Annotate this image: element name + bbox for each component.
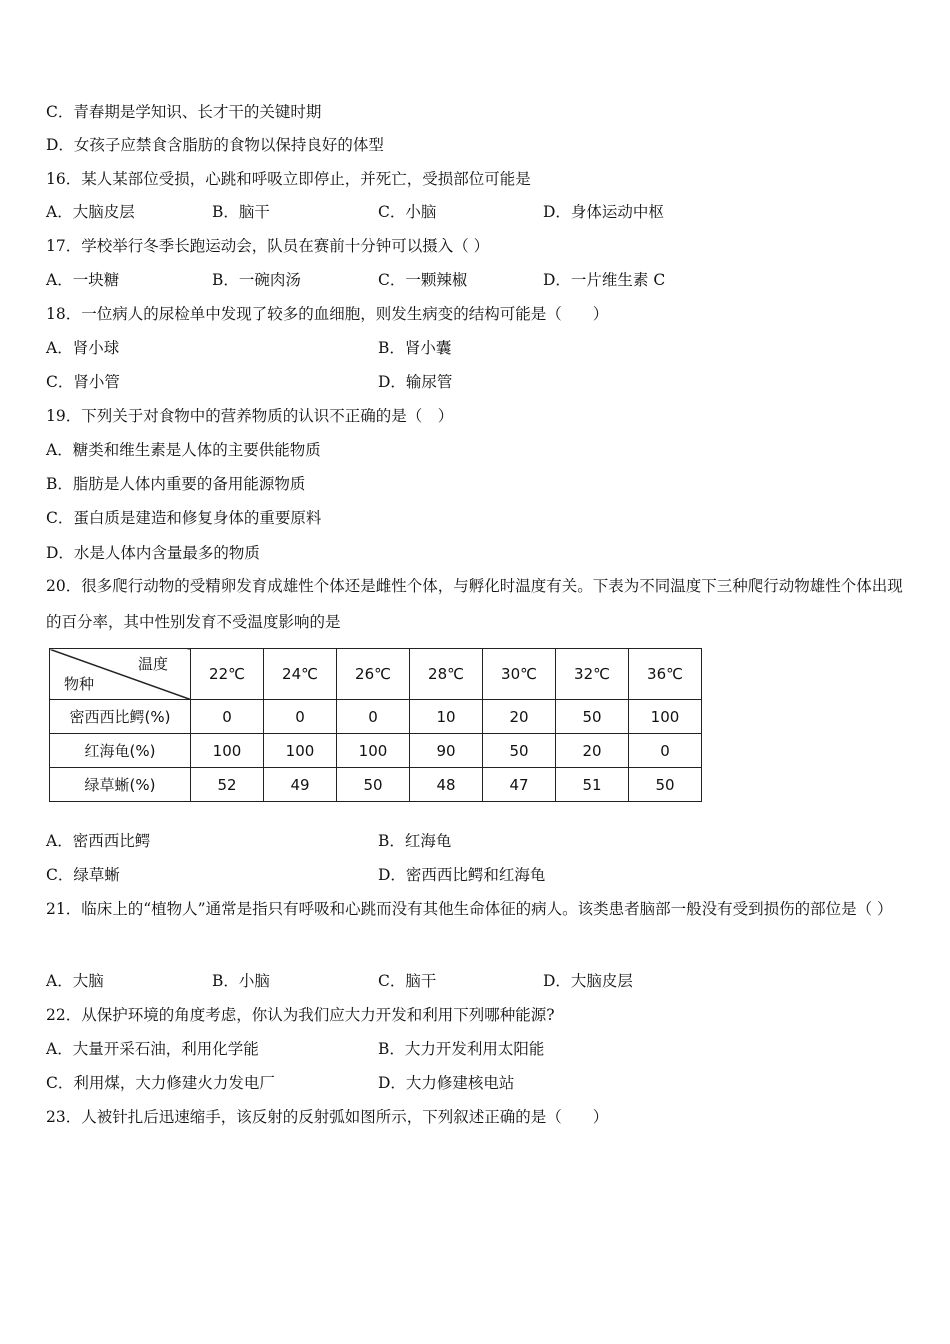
q22-option-c: C．利用煤，大力修建火力发电厂 xyxy=(46,1074,275,1092)
q16-option-d: D．身体运动中枢 xyxy=(543,203,664,221)
species-cell: 密西西比鳄(%) xyxy=(50,700,191,734)
value-cell: 0 xyxy=(629,734,702,768)
q18-option-b: B．肾小囊 xyxy=(378,339,452,357)
value-cell: 100 xyxy=(191,734,264,768)
corner-label-temperature: 温度 xyxy=(137,655,168,673)
q21-stem: 21．临床上的“植物人”通常是指只有呼吸和心跳而没有其他生命体征的病人。该类患者脑部一般没有受到损伤的部位是（ ） xyxy=(46,900,893,918)
q20-option-c: C．绿草蜥 xyxy=(46,866,120,884)
table-row xyxy=(50,734,702,768)
q16-option-c: C．小脑 xyxy=(378,203,437,221)
q19-option-a: A．糖类和维生素是人体的主要供能物质 xyxy=(46,441,321,459)
value-cell: 50 xyxy=(556,700,629,734)
value-cell: 48 xyxy=(410,768,483,802)
value-cell: 52 xyxy=(191,768,264,802)
q19-stem: 19．下列关于对食物中的营养物质的认识不正确的是（ ） xyxy=(46,407,454,425)
value-cell: 100 xyxy=(629,700,702,734)
value-cell: 100 xyxy=(337,734,410,768)
temp-header: 36℃ xyxy=(629,649,702,700)
q17-stem: 17．学校举行冬季长跑运动会，队员在赛前十分钟可以摄入（ ） xyxy=(46,237,490,255)
q19-option-c: C．蛋白质是建造和修复身体的重要原料 xyxy=(46,509,322,527)
table-corner-cell xyxy=(50,649,191,700)
q22-stem: 22．从保护环境的角度考虑，你认为我们应大力开发和利用下列哪种能源? xyxy=(46,1006,555,1024)
q16-stem: 16．某人某部位受损，心跳和呼吸立即停止，并死亡，受损部位可能是 xyxy=(46,170,531,188)
q18-stem: 18．一位病人的尿检单中发现了较多的血细胞，则发生病变的结构可能是（ ） xyxy=(46,305,609,323)
species-cell: 红海龟(%) xyxy=(50,734,191,768)
q17-option-a: A．一块糖 xyxy=(46,271,120,289)
q21-option-a: A．大脑 xyxy=(46,972,104,990)
q20-stem: 20．很多爬行动物的受精卵发育成雄性个体还是雌性个体，与孵化时温度有关。下表为不同温度下三种爬行动物雄性个体出现的百分率，其中性别发育不受温度影响的是 xyxy=(46,577,903,631)
table-row xyxy=(50,700,702,734)
q17-option-d: D．一片维生素 C xyxy=(543,271,666,289)
q18-option-d: D．输尿管 xyxy=(378,373,453,391)
q17-option-b: B．一碗肉汤 xyxy=(212,271,301,289)
q19-option-d: D．水是人体内含量最多的物质 xyxy=(46,544,260,562)
temp-header: 22℃ xyxy=(191,649,264,700)
q18-option-a: A．肾小球 xyxy=(46,339,120,357)
q16-option-a: A．大脑皮层 xyxy=(46,203,135,221)
temp-header: 24℃ xyxy=(264,649,337,700)
q16-option-b: B．脑干 xyxy=(212,203,270,221)
q21-option-c: C．脑干 xyxy=(378,972,437,990)
q22-option-a: A．大量开采石油，利用化学能 xyxy=(46,1040,259,1058)
q20-option-a: A．密西西比鳄 xyxy=(46,832,151,850)
q19-option-b: B．脂肪是人体内重要的备用能源物质 xyxy=(46,475,306,493)
q20-option-d: D．密西西比鳄和红海龟 xyxy=(378,866,546,884)
table-row xyxy=(50,768,702,802)
q21-option-d: D．大脑皮层 xyxy=(543,972,633,990)
q22-option-d: D．大力修建核电站 xyxy=(378,1074,515,1092)
temp-header: 26℃ xyxy=(337,649,410,700)
corner-label-species: 物种 xyxy=(64,675,95,693)
value-cell: 50 xyxy=(629,768,702,802)
value-cell: 50 xyxy=(483,734,556,768)
q15-option-d: D．女孩子应禁食含脂肪的食物以保持良好的体型 xyxy=(46,136,384,154)
q21-option-b: B．小脑 xyxy=(212,972,270,990)
value-cell: 20 xyxy=(483,700,556,734)
value-cell: 49 xyxy=(264,768,337,802)
value-cell: 90 xyxy=(410,734,483,768)
q17-option-c: C．一颗辣椒 xyxy=(378,271,468,289)
value-cell: 51 xyxy=(556,768,629,802)
value-cell: 50 xyxy=(337,768,410,802)
q18-option-c: C．肾小管 xyxy=(46,373,120,391)
value-cell: 100 xyxy=(264,734,337,768)
value-cell: 0 xyxy=(191,700,264,734)
temp-header: 30℃ xyxy=(483,649,556,700)
value-cell: 10 xyxy=(410,700,483,734)
q20-option-b: B．红海龟 xyxy=(378,832,452,850)
value-cell: 0 xyxy=(264,700,337,734)
q23-stem: 23．人被针扎后迅速缩手，该反射的反射弧如图所示，下列叙述正确的是（ ） xyxy=(46,1108,609,1126)
species-cell: 绿草蜥(%) xyxy=(50,768,191,802)
q22-option-b: B．大力开发利用太阳能 xyxy=(378,1040,545,1058)
value-cell: 20 xyxy=(556,734,629,768)
value-cell: 47 xyxy=(483,768,556,802)
value-cell: 0 xyxy=(337,700,410,734)
temp-header: 28℃ xyxy=(410,649,483,700)
temperature-table xyxy=(49,648,702,802)
temp-header: 32℃ xyxy=(556,649,629,700)
q15-option-c: C．青春期是学知识、长才干的关键时期 xyxy=(46,103,322,121)
